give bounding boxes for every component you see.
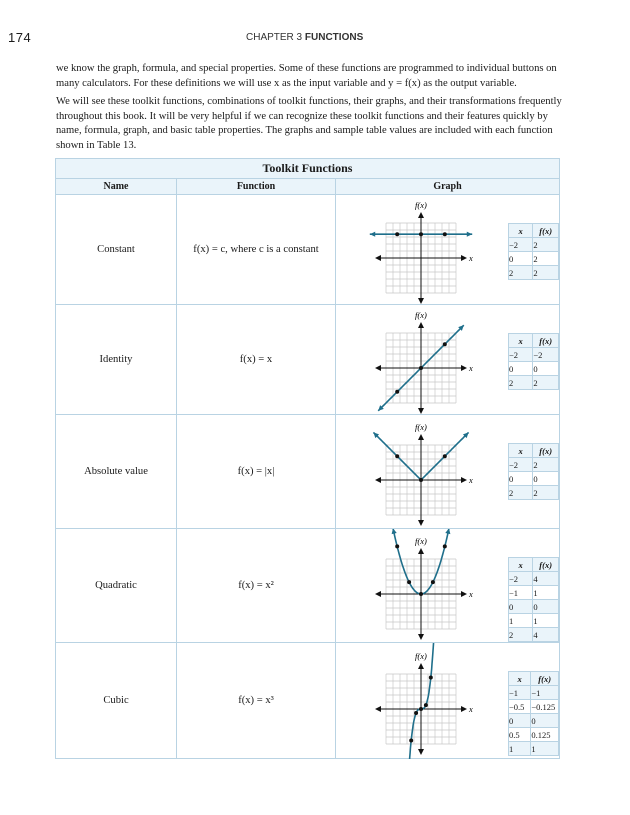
data-point bbox=[431, 580, 435, 584]
value-x: 2 bbox=[509, 376, 533, 390]
curve-arrow bbox=[445, 529, 450, 534]
value-fx: −1 bbox=[531, 686, 559, 700]
y-axis-label: f(x) bbox=[415, 536, 427, 546]
value-table-row bbox=[509, 728, 559, 742]
table-row bbox=[56, 529, 560, 643]
function-formula: f(x) = |x| bbox=[177, 415, 336, 529]
value-fx: −2 bbox=[533, 348, 559, 362]
y-axis-arrow bbox=[418, 749, 424, 755]
value-table-row bbox=[509, 614, 559, 628]
curve-arrow bbox=[467, 232, 472, 237]
data-point bbox=[419, 707, 423, 711]
value-table-row bbox=[509, 486, 559, 500]
x-axis-label: x bbox=[469, 589, 473, 599]
value-table-header-fx: f(x) bbox=[533, 558, 559, 572]
x-axis-arrow bbox=[461, 365, 467, 371]
data-point bbox=[414, 711, 418, 715]
function-formula: f(x) = x³ bbox=[177, 643, 336, 759]
y-axis-arrow bbox=[418, 408, 424, 414]
value-fx: 2 bbox=[533, 458, 559, 472]
data-point bbox=[443, 544, 447, 548]
running-header bbox=[246, 32, 363, 43]
curve-arrow bbox=[392, 529, 397, 534]
value-x: 0 bbox=[509, 472, 533, 486]
value-fx: 1 bbox=[533, 586, 559, 600]
y-axis-arrow bbox=[418, 434, 424, 440]
value-x: 2 bbox=[509, 486, 533, 500]
value-fx: 1 bbox=[531, 742, 559, 756]
value-table-header-fx: f(x) bbox=[531, 672, 559, 686]
value-x: 0.5 bbox=[509, 728, 531, 742]
value-x: 0 bbox=[509, 252, 533, 266]
function-name: Identity bbox=[56, 305, 177, 415]
value-table-header-x: x bbox=[509, 334, 533, 348]
table-row bbox=[56, 305, 560, 415]
value-x: 2 bbox=[509, 628, 533, 642]
y-axis-arrow bbox=[418, 212, 424, 218]
value-table-row bbox=[509, 238, 559, 252]
value-table-row bbox=[509, 362, 559, 376]
function-name: Absolute value bbox=[56, 415, 177, 529]
value-table bbox=[508, 671, 559, 756]
value-table-row bbox=[509, 472, 559, 486]
value-table-row bbox=[509, 266, 559, 280]
x-axis-arrow bbox=[461, 477, 467, 483]
graph-2 bbox=[366, 415, 486, 529]
y-axis-arrow bbox=[418, 322, 424, 328]
data-point bbox=[395, 390, 399, 394]
table-row bbox=[56, 415, 560, 529]
col-header-function: Function bbox=[177, 179, 336, 195]
data-point bbox=[419, 232, 423, 236]
graph-cell bbox=[336, 305, 560, 415]
table-title: Toolkit Functions bbox=[56, 159, 560, 179]
value-x: −1 bbox=[509, 686, 531, 700]
chapter-title: FUNCTIONS bbox=[304, 32, 364, 43]
table-row bbox=[56, 643, 560, 759]
graph-4 bbox=[366, 643, 486, 759]
value-table bbox=[508, 223, 559, 280]
graph-cell bbox=[336, 415, 560, 529]
x-axis-arrow bbox=[375, 255, 381, 261]
value-fx: 4 bbox=[533, 628, 559, 642]
paragraph-2: We will see these toolkit functions, combinations of toolkit functions, their graphs, and their transformations frequently throughout this book. It will be very helpful if we can recognize these toolkit functions and their features quickly by name, formula, graph, and basic table properties. The graphs and sample table values are included with each function shown in Table 13. bbox=[56, 96, 562, 151]
value-fx: 0 bbox=[533, 362, 559, 376]
value-fx: 0 bbox=[533, 600, 559, 614]
value-x: 1 bbox=[509, 614, 533, 628]
y-axis-arrow bbox=[418, 663, 424, 669]
data-point bbox=[395, 544, 399, 548]
value-table-row bbox=[509, 458, 559, 472]
value-x: 0 bbox=[509, 600, 533, 614]
graph-0 bbox=[366, 195, 486, 305]
function-formula: f(x) = x² bbox=[177, 529, 336, 643]
value-fx: 0 bbox=[533, 472, 559, 486]
graph-cell bbox=[336, 195, 560, 305]
chapter-label: CHAPTER 3 bbox=[246, 32, 303, 43]
value-table-header-fx: f(x) bbox=[533, 224, 559, 238]
function-formula: f(x) = c, where c is a constant bbox=[177, 195, 336, 305]
value-table-header-x: x bbox=[509, 672, 531, 686]
value-x: −2 bbox=[509, 348, 533, 362]
value-fx: 0.125 bbox=[531, 728, 559, 742]
y-axis-label: f(x) bbox=[415, 651, 427, 661]
x-axis-arrow bbox=[461, 255, 467, 261]
value-table-row bbox=[509, 714, 559, 728]
graph-cell bbox=[336, 643, 560, 759]
value-fx: −0.125 bbox=[531, 700, 559, 714]
function-name: Constant bbox=[56, 195, 177, 305]
value-x: −2 bbox=[509, 572, 533, 586]
value-table-row bbox=[509, 628, 559, 642]
y-axis-arrow bbox=[418, 634, 424, 640]
y-axis-arrow bbox=[418, 548, 424, 554]
value-table bbox=[508, 333, 559, 390]
data-point bbox=[429, 676, 433, 680]
x-axis-arrow bbox=[461, 591, 467, 597]
value-fx: 2 bbox=[533, 376, 559, 390]
data-point bbox=[443, 342, 447, 346]
data-point bbox=[443, 454, 447, 458]
value-table-row bbox=[509, 572, 559, 586]
value-table-header-x: x bbox=[509, 444, 533, 458]
value-table-row bbox=[509, 600, 559, 614]
value-x: −2 bbox=[509, 238, 533, 252]
value-x: −2 bbox=[509, 458, 533, 472]
data-point bbox=[419, 366, 423, 370]
data-point bbox=[419, 592, 423, 596]
paragraph-1: we know the graph, formula, and special properties. Some of these functions are programmed to individual buttons on many calculators. For these definitions we will use x as the input variable and y = f(x) as the output variable. bbox=[56, 63, 557, 89]
value-fx: 2 bbox=[533, 252, 559, 266]
x-axis-arrow bbox=[375, 706, 381, 712]
x-axis-label: x bbox=[469, 704, 473, 714]
value-table-row bbox=[509, 252, 559, 266]
x-axis-label: x bbox=[469, 363, 473, 373]
x-axis-arrow bbox=[375, 365, 381, 371]
function-name: Cubic bbox=[56, 643, 177, 759]
curve-arrow bbox=[370, 232, 375, 237]
data-point bbox=[395, 454, 399, 458]
x-axis-arrow bbox=[375, 591, 381, 597]
value-table-header-fx: f(x) bbox=[533, 444, 559, 458]
value-fx: 4 bbox=[533, 572, 559, 586]
x-axis-label: x bbox=[469, 253, 473, 263]
value-x: 2 bbox=[509, 266, 533, 280]
value-table-header-x: x bbox=[509, 224, 533, 238]
value-table-row bbox=[509, 700, 559, 714]
x-axis-arrow bbox=[461, 706, 467, 712]
value-fx: 1 bbox=[533, 614, 559, 628]
value-fx: 0 bbox=[531, 714, 559, 728]
table-row bbox=[56, 195, 560, 305]
value-table-row bbox=[509, 586, 559, 600]
value-table-row bbox=[509, 348, 559, 362]
col-header-name: Name bbox=[56, 179, 177, 195]
y-axis-label: f(x) bbox=[415, 422, 427, 432]
y-axis-label: f(x) bbox=[415, 200, 427, 210]
value-x: 0 bbox=[509, 362, 533, 376]
page-number: 174 bbox=[8, 30, 32, 45]
value-fx: 2 bbox=[533, 238, 559, 252]
value-table-row bbox=[509, 742, 559, 756]
function-name: Quadratic bbox=[56, 529, 177, 643]
data-point bbox=[409, 739, 413, 743]
data-point bbox=[424, 703, 428, 707]
x-axis-arrow bbox=[375, 477, 381, 483]
value-x: 1 bbox=[509, 742, 531, 756]
y-axis-arrow bbox=[418, 298, 424, 304]
col-header-graph: Graph bbox=[336, 179, 560, 195]
y-axis-label: f(x) bbox=[415, 310, 427, 320]
value-fx: 2 bbox=[533, 486, 559, 500]
data-point bbox=[419, 478, 423, 482]
y-axis-arrow bbox=[418, 520, 424, 526]
value-x: −1 bbox=[509, 586, 533, 600]
value-table bbox=[508, 443, 559, 500]
value-x: 0 bbox=[509, 714, 531, 728]
value-x: −0.5 bbox=[509, 700, 531, 714]
function-formula: f(x) = x bbox=[177, 305, 336, 415]
data-point bbox=[395, 232, 399, 236]
data-point bbox=[443, 232, 447, 236]
toolkit-functions-table bbox=[55, 158, 560, 759]
value-fx: 2 bbox=[533, 266, 559, 280]
value-table-row bbox=[509, 376, 559, 390]
graph-cell bbox=[336, 529, 560, 643]
data-point bbox=[407, 580, 411, 584]
value-table-row bbox=[509, 686, 559, 700]
graph-3 bbox=[366, 529, 486, 643]
value-table bbox=[508, 557, 559, 642]
graph-1 bbox=[366, 305, 486, 415]
value-table-header-fx: f(x) bbox=[533, 334, 559, 348]
value-table-header-x: x bbox=[509, 558, 533, 572]
x-axis-label: x bbox=[469, 475, 473, 485]
